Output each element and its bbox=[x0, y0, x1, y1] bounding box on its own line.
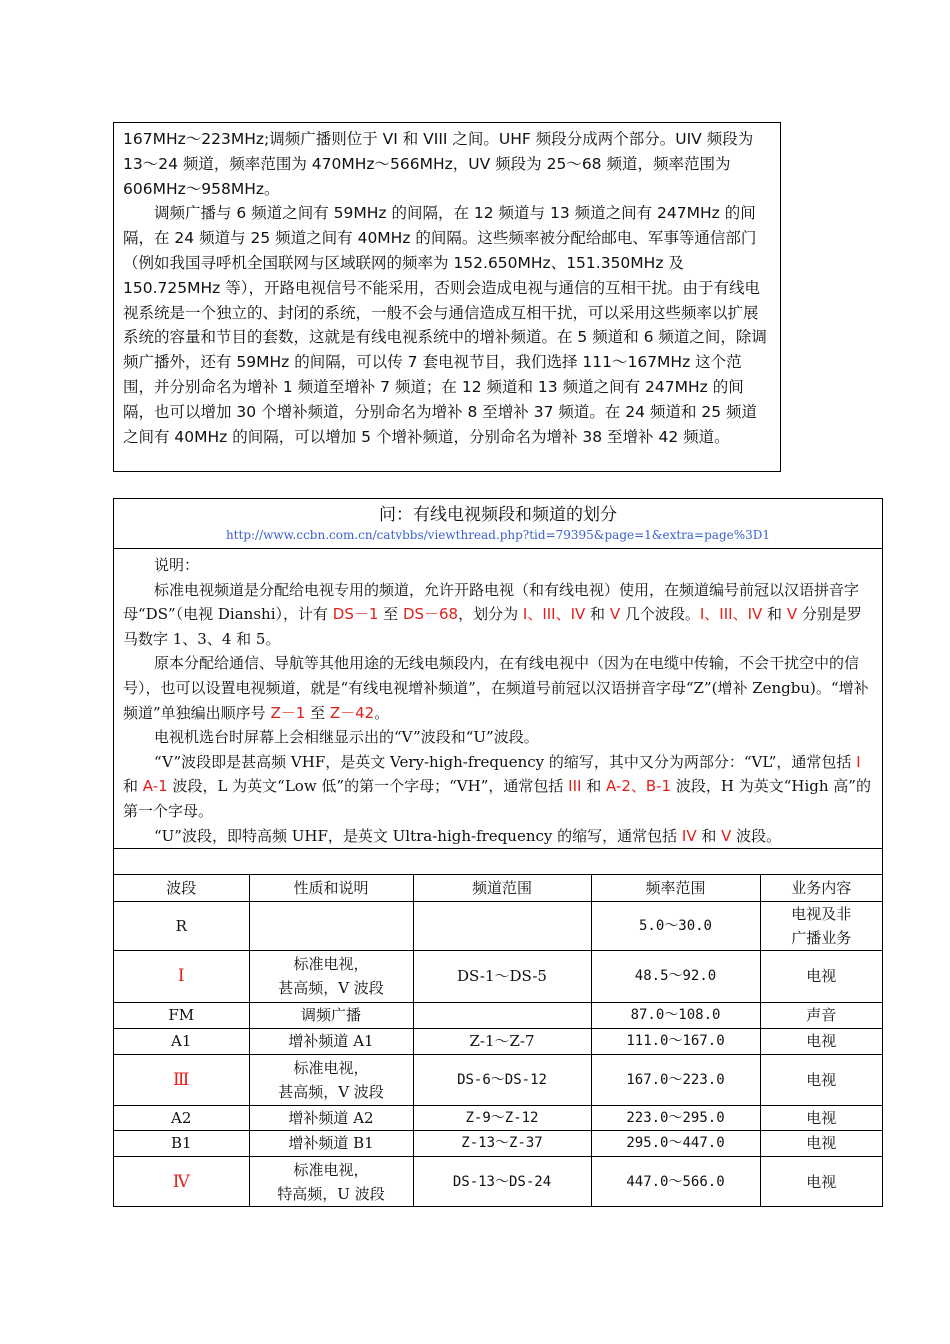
service-cell: 电视 bbox=[760, 1028, 882, 1054]
frequency-cell: 295.0～447.0 bbox=[591, 1130, 760, 1156]
frequency-cell: 5.0～30.0 bbox=[591, 901, 760, 950]
channel-cell: DS-6～DS-12 bbox=[413, 1054, 591, 1105]
notes-paragraph-5: “U”波段，即特高频 UHF，是英文 Ultra-high-frequency 的缩写，通常包括 IV 和 V 波段。 bbox=[154, 826, 782, 845]
service-cell: 电视 bbox=[760, 950, 882, 1002]
channel-cell: DS-1～DS-5 bbox=[413, 950, 591, 1002]
frequency-cell: 167.0～223.0 bbox=[591, 1054, 760, 1105]
table-row bbox=[114, 1130, 882, 1156]
header-description: 性质和说明 bbox=[249, 875, 413, 901]
header-frequency-range: 频率范围 bbox=[591, 875, 760, 901]
description-cell: 增补频道 A2 bbox=[249, 1105, 413, 1130]
channel-cell: Z-13～Z-37 bbox=[413, 1130, 591, 1156]
paragraph-2: 调频广播与 6 频道之间有 59MHz 的间隔，在 12 频道与 13 频道之间有 247MHz 的间隔，在 24 频道与 25 频道之间有 40MHz 的间隔。这些频率被分配给邮电、军事等通信部门（例如我国寻呼机全国联网与区域联网的频率为 152.650MHz、151.350MHz 及 150.725MHz 等），开路电视信号不能采用，否则会造成电视与通信的互相干扰。由于有线电视系统是一个独立的、封闭的系统，一般不会与通信造成互相干扰，可以采用这些频率以扩展系统的容量和节目的套数，这就是有线电视系统中的增补频道。在 5 频道和 6 频道之间，除调频广播外，还有 59MHz 的间隔，可以传 7 套电视节目，我们选择 111～167MHz 这个范围，并分别命名为增补 1 频道至增补 7 频道；在 12 频道和 13 频道之间有 247MHz 的间隔，也可以增加 30 个增补频道，分别命名为增补 8 至增补 37 频道。在 24 频道和 25 频道之间有 40MHz 的间隔，可以增加 5 个增补频道，分别命名为增补 38 至增补 42 频道。 bbox=[123, 204, 767, 446]
channel-cell bbox=[413, 1002, 591, 1028]
band-cell: A1 bbox=[114, 1028, 249, 1054]
band-cell: FM bbox=[114, 1002, 249, 1028]
service-cell: 电视 bbox=[760, 1130, 882, 1156]
frequency-cell: 87.0～108.0 bbox=[591, 1002, 760, 1028]
band-cell: Ⅲ bbox=[114, 1054, 249, 1105]
table-row bbox=[114, 1054, 882, 1105]
frequency-cell: 48.5～92.0 bbox=[591, 950, 760, 1002]
notes-section bbox=[114, 549, 882, 849]
description-cell: 增补频道 B1 bbox=[249, 1130, 413, 1156]
frequency-cell: 223.0～295.0 bbox=[591, 1105, 760, 1130]
paragraph-1: 167MHz～223MHz;调频广播则位于 VI 和 VIII 之间。UHF 频段分成两个部分。UIV 频段为 13～24 频道，频率范围为 470MHz～566MHz，UV 频段为 25～68 频道，频率范围为 606MHz～958MHz。 bbox=[123, 130, 754, 198]
description-cell: 增补频道 A1 bbox=[249, 1028, 413, 1054]
channel-cell bbox=[413, 901, 591, 950]
band-cell: Ⅳ bbox=[114, 1156, 249, 1207]
header-band: 波段 bbox=[114, 875, 249, 901]
table-row bbox=[114, 1156, 882, 1207]
description-cell: 标准电视， 甚高频，V 波段 bbox=[249, 950, 413, 1002]
band-cell: R bbox=[114, 901, 249, 950]
service-cell: 电视 bbox=[760, 1054, 882, 1105]
table-row bbox=[114, 1105, 882, 1130]
header-service: 业务内容 bbox=[760, 875, 882, 901]
table-row bbox=[114, 950, 882, 1002]
notes-paragraph-4: “V”波段即是甚高频 VHF，是英文 Very-high-frequency 的缩写，其中又分为两部分：“VL”，通常包括 I 和 A-1 波段，L 为英文“Low 低”的第一个字母；“VH”，通常包括 III 和 A-2、B-1 波段，H 为英文“High 高”的第一个字母。 bbox=[123, 752, 871, 820]
band-cell: Ⅰ bbox=[114, 950, 249, 1002]
text-box-top bbox=[113, 122, 781, 472]
notes-paragraph-2: 原本分配给通信、导航等其他用途的无线电频段内，在有线电视中（因为在电缆中传输，不会干扰空中的信号），也可以设置电视频道，就是“有线电视增补频道”，在频道号前冠以汉语拼音字母“Z”(增补 Zengbu)。“增补频道”单独编出顺序号 Z－1 至 Z－42。 bbox=[123, 654, 869, 722]
band-table bbox=[114, 875, 882, 1207]
band-cell: B1 bbox=[114, 1130, 249, 1156]
empty-row bbox=[114, 849, 882, 875]
service-cell: 声音 bbox=[760, 1002, 882, 1028]
description-cell: 标准电视， 特高频，U 波段 bbox=[249, 1156, 413, 1207]
page-title: 问：有线电视频段和频道的划分 bbox=[379, 505, 617, 525]
table-row bbox=[114, 1002, 882, 1028]
channel-cell: Z-1～Z-7 bbox=[413, 1028, 591, 1054]
table-header-row bbox=[114, 875, 882, 901]
channel-cell: DS-13～DS-24 bbox=[413, 1156, 591, 1207]
source-link[interactable]: http://www.ccbn.com.cn/catvbbs/viewthread.php?tid=79395&page=1&extra=page%3D1 bbox=[225, 528, 771, 542]
description-cell: 标准电视， 甚高频，V 波段 bbox=[249, 1054, 413, 1105]
description-cell bbox=[249, 901, 413, 950]
frequency-cell: 447.0～566.0 bbox=[591, 1156, 760, 1207]
service-cell: 电视 bbox=[760, 1156, 882, 1207]
table-row bbox=[114, 901, 882, 950]
channel-cell: Z-9～Z-12 bbox=[413, 1105, 591, 1130]
service-cell: 电视及非 广播业务 bbox=[760, 901, 882, 950]
title-row bbox=[114, 499, 882, 549]
band-cell: A2 bbox=[114, 1105, 249, 1130]
header-channel-range: 频道范围 bbox=[413, 875, 591, 901]
notes-paragraph-3: 电视机选台时屏幕上会相继显示出的“V”波段和“U”波段。 bbox=[154, 728, 539, 747]
notes-label: 说明： bbox=[154, 556, 200, 574]
service-cell: 电视 bbox=[760, 1105, 882, 1130]
frequency-cell: 111.0～167.0 bbox=[591, 1028, 760, 1054]
table-row bbox=[114, 1028, 882, 1054]
description-cell: 调频广播 bbox=[249, 1002, 413, 1028]
qa-box bbox=[113, 498, 883, 1207]
notes-paragraph-1: 标准电视频道是分配给电视专用的频道，允许开路电视（和有线电视）使用，在频道编号前冠以汉语拼音字母“DS”（电视 Dianshi），计有 DS－1 至 DS－68，划分为 I、III、IV 和 V 几个波段。I、III、IV 和 V 分别是罗马数字 1、3、4 和 5。 bbox=[123, 580, 862, 648]
